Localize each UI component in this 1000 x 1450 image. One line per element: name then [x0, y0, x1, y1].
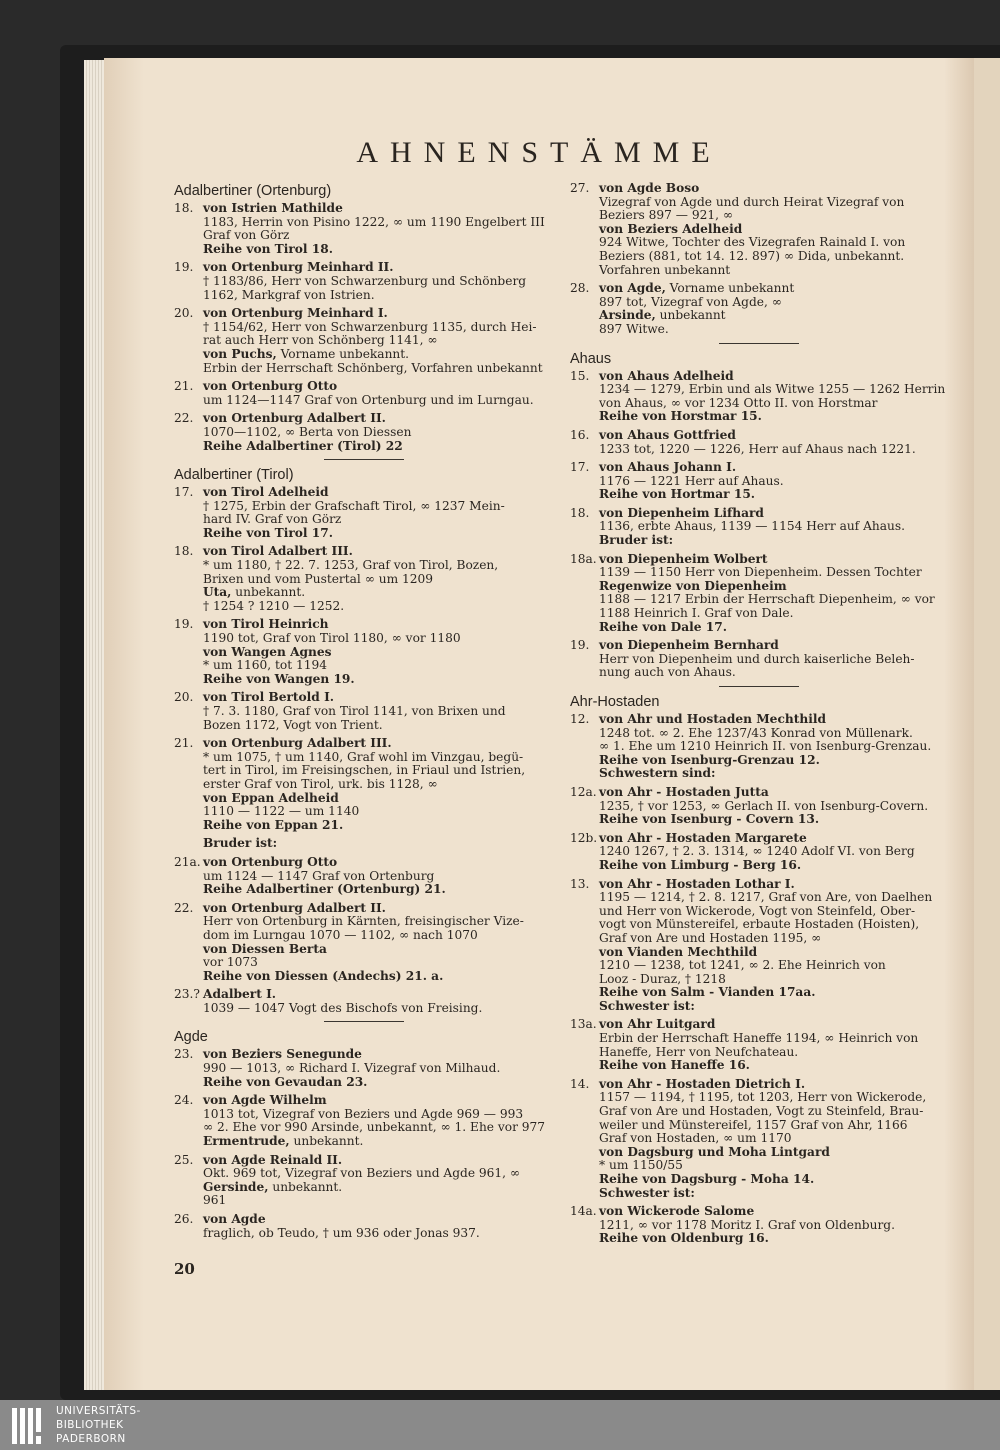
entry-heading: Reihe von Gevaudan 23. [203, 1074, 368, 1089]
entry-heading: von Ahr - Hostaden Margarete [599, 830, 807, 845]
entry-text: 1110 — 1122 — um 1140 [203, 804, 360, 819]
entry-number: 27. [570, 181, 590, 195]
genealogy-entry [174, 1213, 554, 1240]
entry-text: * um 1075, † um 1140, Graf wohl im Vinzgau, begü- [203, 749, 524, 764]
section-title: Adalbertiner (Ortenburg) [174, 183, 332, 199]
genealogy-entry [174, 1154, 554, 1208]
section-title: Ahaus [570, 350, 612, 367]
genealogy-entry [174, 380, 554, 407]
entry-text: von Agde, Vorname unbekannt [599, 281, 795, 296]
entry-heading: von Ahr - Hostaden Lothar I. [599, 876, 795, 891]
entry-heading: Reihe von Oldenburg 16. [599, 1231, 769, 1246]
entry-text: * um 1150/55 [599, 1158, 683, 1173]
entry-text: 897 tot, Vizegraf von Agde, ∞ [599, 294, 782, 309]
entry-text: Ermentrude, unbekannt. [203, 1134, 364, 1149]
entry-number: 21. [174, 736, 194, 751]
entry-number: 12b. [570, 830, 598, 845]
section-divider [324, 459, 404, 460]
genealogy-entry [570, 1018, 948, 1072]
entry-heading: von Diepenheim Bernhard [599, 638, 779, 653]
entry-number: 18. [570, 505, 590, 520]
entry-text: † 1275, Erbin der Grafschaft Tirol, ∞ 1237 Mein- [203, 498, 505, 513]
entry-heading: von Tirol Adelheid [203, 485, 329, 500]
entry-heading: Schwester ist: [599, 998, 695, 1013]
genealogy-entry [570, 553, 948, 635]
entry-text: ∞ 1. Ehe um 1210 Heinrich II. von Isenburg-Grenzau. [599, 739, 932, 754]
entry-number: 14. [570, 1076, 590, 1091]
entry-number: 25. [174, 1152, 194, 1167]
entry-text: 1190 tot, Graf von Tirol 1180, ∞ vor 1180 [203, 631, 461, 646]
entry-text: 1210 — 1238, tot 1241, ∞ 2. Ehe Heinrich von [599, 958, 886, 973]
entry-text: 924 Witwe, Tochter des Vizegrafen Rainald I. von [599, 235, 906, 250]
entry-text: Uta, unbekannt. [203, 585, 306, 600]
genealogy-entry [174, 691, 554, 732]
entry-text: erster Graf von Tirol, urk. bis 1128, ∞ [203, 776, 438, 791]
genealogy-entry [174, 856, 554, 897]
entry-name: Uta, [203, 585, 232, 600]
entry-text: † 1254 ? 1210 — 1252. [203, 598, 345, 613]
entry-text: 961 [203, 1193, 227, 1208]
genealogy-entry [570, 507, 948, 548]
entry-text: 1234 — 1279, Erbin und als Witwe 1255 — 1262 Herrin [599, 382, 946, 397]
entry-text: Gersinde, unbekannt. [203, 1179, 343, 1194]
entry-number: 22. [174, 411, 194, 426]
genealogy-entry [174, 202, 554, 256]
entry-text: Graf von Are und Hostaden 1195, ∞ [599, 930, 822, 945]
entry-number: 14a. [570, 1204, 597, 1219]
genealogy-entry [570, 713, 948, 781]
entry-text: † 7. 3. 1180, Graf von Tirol 1141, von Brixen und [203, 704, 506, 718]
entry-text: vor 1073 [203, 955, 258, 970]
entry-number: 20. [174, 306, 194, 321]
entry-text: 1240 1267, † 2. 3. 1314, ∞ 1240 Adolf VI. von Berg [599, 844, 915, 859]
entry-number: 15. [570, 368, 590, 383]
entry-text: 897 Witwe. [599, 321, 669, 336]
genealogy-entry [174, 1048, 554, 1089]
entry-heading: von Ahr und Hostaden Mechthild [599, 712, 826, 726]
entry-text: 1162, Markgraf von Istrien. [203, 287, 375, 302]
section-divider [719, 686, 799, 687]
entry-number: 13. [570, 876, 590, 891]
entry-number: 24. [174, 1093, 194, 1108]
entry-heading: Schwester ist: [599, 1185, 695, 1200]
entry-heading: von Eppan Adelheid [203, 790, 339, 805]
entry-heading: von Agde [203, 1212, 266, 1226]
entry-text: 1235, † vor 1253, ∞ Gerlach II. von Isenburg-Covern. [599, 798, 929, 813]
entry-heading: von Diepenheim Lifhard [599, 505, 764, 520]
library-name [56, 1404, 141, 1446]
section-title: Adalbertiner (Tirol) [174, 467, 294, 484]
entry-text: Looz - Duraz, † 1218 [599, 971, 726, 986]
entry-text: Beziers 897 — 921, ∞ [599, 208, 734, 223]
entry-text: tert in Tirol, im Freisingschen, in Friaul und Istrien, [203, 763, 526, 778]
entry-text: * um 1160, tot 1194 [203, 658, 328, 673]
entry-text: hard IV. Graf von Görz [203, 512, 342, 527]
entry-number: 19. [174, 260, 194, 275]
entry-text: 1139 — 1150 Herr von Diepenheim. Dessen Tochter [599, 565, 922, 580]
entry-heading: Reihe von Tirol 18. [203, 241, 334, 256]
entry-text: fraglich, ob Teudo, † um 936 oder Jonas 937. [203, 1225, 480, 1240]
entry-text: † 1154/62, Herr von Schwarzenburg 1135, durch Hei- [203, 319, 537, 334]
entry-name: Arsinde, [599, 308, 656, 323]
entry-heading: von Agde Reinald II. [203, 1152, 343, 1167]
entry-text: Herr von Ortenburg in Kärnten, freisingischer Vize- [203, 914, 524, 929]
genealogy-entry [174, 988, 554, 1015]
entry-number: 20. [174, 690, 194, 705]
entry-text: 1188 Heinrich I. Graf von Dale. [599, 606, 794, 621]
left-column [174, 182, 554, 1245]
right-column [570, 182, 948, 1251]
entry-heading: von Tirol Heinrich [203, 617, 329, 632]
library-name-line: PADERBORN [56, 1433, 126, 1445]
entry-heading: von Istrien Mathilde [203, 201, 343, 215]
entry-heading: von Diessen Berta [203, 941, 327, 956]
entry-text: † 1183/86, Herr von Schwarzenburg und Schönberg [203, 273, 527, 288]
sibling-note: Bruder ist: [203, 836, 278, 851]
entry-number: 21a. [174, 854, 201, 869]
entry-heading: von Ahr - Hostaden Jutta [599, 784, 769, 799]
entry-heading: Reihe von Tirol 17. [203, 525, 334, 540]
entry-heading: von Ortenburg Otto [203, 854, 338, 869]
entry-text: Vorfahren unbekannt [599, 262, 731, 277]
genealogy-entry [174, 618, 554, 686]
entry-heading: von Beziers Adelheid [599, 221, 743, 236]
genealogy-entry [570, 282, 948, 336]
entry-text: Bozen 1172, Vogt von Trient. [203, 717, 383, 732]
entry-text: 1070—1102, ∞ Berta von Diessen [203, 424, 412, 439]
entry-heading: von Ortenburg Adalbert III. [203, 736, 392, 751]
entry-number: 19. [570, 638, 590, 653]
entry-text: Graf von Görz [203, 228, 290, 243]
book-page [104, 58, 974, 1390]
entry-number: 23.? [174, 987, 200, 1002]
entry-text: von Puchs, Vorname unbekannt. [203, 346, 410, 361]
entry-text: Graf von Hostaden, ∞ um 1170 [599, 1131, 792, 1146]
entry-number: 18. [174, 544, 194, 559]
entry-number: 16. [570, 427, 590, 442]
entry-text: Okt. 969 tot, Vizegraf von Beziers und Agde 961, ∞ [203, 1166, 521, 1181]
entry-heading: von Diepenheim Wolbert [599, 551, 768, 566]
entry-text: um 1124—1147 Graf von Ortenburg und im Lurngau. [203, 392, 534, 407]
entry-heading: von Vianden Mechthild [599, 944, 758, 959]
entry-heading: von Ahaus Gottfried [599, 427, 736, 442]
entry-heading: Reihe von Eppan 21. [203, 817, 344, 832]
entry-heading: von Tirol Bertold I. [203, 690, 335, 705]
section-title: Ahr-Hostaden [570, 694, 660, 710]
entry-text: Erbin der Herrschaft Haneffe 1194, ∞ Heinrich von [599, 1031, 919, 1046]
entry-heading: von Ortenburg Adalbert II. [203, 900, 386, 915]
entry-heading: von Ahaus Adelheid [599, 368, 734, 383]
entry-text: 1039 — 1047 Vogt des Bischofs von Freising. [203, 1000, 483, 1015]
entry-heading: von Wickerode Salome [599, 1204, 755, 1219]
entry-number: 28. [570, 281, 590, 296]
entry-heading: Reihe von Haneffe 16. [599, 1058, 750, 1073]
entry-name: Ermentrude, [203, 1134, 290, 1149]
genealogy-entry [174, 1094, 554, 1148]
section-divider [324, 1021, 404, 1022]
entry-text: Herr von Diepenheim und durch kaiserliche Beleh- [599, 651, 915, 666]
library-name-line: BIBLIOTHEK [56, 1419, 124, 1431]
entry-heading: von Ortenburg Adalbert II. [203, 411, 386, 426]
entry-heading: Reihe von Isenburg - Covern 13. [599, 812, 820, 827]
genealogy-entry [570, 429, 948, 456]
entry-text: 990 — 1013, ∞ Richard I. Vizegraf von Milhaud. [203, 1061, 501, 1076]
genealogy-entry [174, 486, 554, 540]
genealogy-entry [570, 832, 948, 873]
entry-heading: von Ahr - Hostaden Dietrich I. [599, 1076, 806, 1091]
entry-text: Graf von Are und Hostaden, Vogt zu Steinfeld, Brau- [599, 1104, 924, 1119]
genealogy-entry [570, 786, 948, 827]
genealogy-entry [174, 307, 554, 375]
section-title: Agde [174, 1029, 208, 1046]
entry-number: 23. [174, 1047, 194, 1062]
entry-heading: von Ahaus Johann I. [599, 460, 737, 475]
entry-text: nung auch von Ahaus. [599, 665, 736, 680]
genealogy-entry [570, 878, 948, 1014]
entry-heading: von Ortenburg Otto [203, 379, 338, 394]
entry-text: dom im Lurngau 1070 — 1102, ∞ nach 1070 [203, 927, 478, 942]
entry-heading: von Dagsburg und Moha Lintgard [599, 1144, 830, 1159]
entry-heading: Reihe Adalbertiner (Tirol) 22 [203, 438, 403, 453]
genealogy-entry [570, 461, 948, 502]
entry-text: rat auch Herr von Schönberg 1141, ∞ [203, 333, 438, 348]
genealogy-entry [570, 182, 948, 277]
entry-number: 12a. [570, 784, 597, 799]
entry-heading: Reihe von Horstmar 15. [599, 409, 762, 424]
genealogy-entry [570, 639, 948, 680]
entry-heading: Reihe von Limburg - Berg 16. [599, 857, 802, 872]
entry-text: weiler und Münstereifel, 1157 Graf von Ahr, 1166 [599, 1117, 908, 1132]
entry-number: 17. [570, 460, 590, 475]
entry-text: * um 1180, † 22. 7. 1253, Graf von Tirol, Bozen, [203, 558, 499, 573]
entry-heading: Reihe von Dale 17. [599, 619, 727, 634]
entry-heading: von Ortenburg Meinhard II. [203, 260, 394, 275]
entry-text: Erbin der Herrschaft Schönberg, Vorfahren unbekannt [203, 360, 543, 375]
entry-text: Haneffe, Herr von Neufchateau. [599, 1044, 799, 1059]
entry-heading: von Ortenburg Meinhard I. [203, 306, 388, 321]
page-edges [84, 60, 106, 1390]
entry-heading: von Beziers Senegunde [203, 1047, 362, 1062]
entry-text: 1157 — 1194, † 1195, tot 1203, Herr von Wickerode, [599, 1090, 927, 1105]
genealogy-entry [174, 261, 554, 302]
entry-text: 1013 tot, Vizegraf von Beziers und Agde 969 — 993 [203, 1106, 524, 1121]
entry-heading: von Agde Boso [599, 181, 700, 195]
entry-heading: Reihe von Wangen 19. [203, 671, 355, 686]
entry-heading: von Wangen Agnes [203, 644, 332, 659]
entry-text: 1195 — 1214, † 2. 8. 1217, Graf von Are, von Daelhen [599, 890, 933, 905]
entry-text: 1211, ∞ vor 1178 Moritz I. Graf von Oldenburg. [599, 1217, 895, 1232]
library-footer [0, 1400, 1000, 1450]
entry-heading: Reihe von Isenburg-Grenzau 12. [599, 752, 820, 767]
entry-name: Gersinde, [203, 1179, 269, 1194]
genealogy-entry [174, 737, 554, 832]
entry-heading: Reihe von Salm - Vianden 17aa. [599, 985, 816, 1000]
genealogy-entry [174, 545, 554, 613]
entry-text: 1136, erbte Ahaus, 1139 — 1154 Herr auf Ahaus. [599, 519, 905, 534]
page-number: 20 [174, 1260, 195, 1278]
entry-text: und Herr von Wickerode, Vogt von Steinfeld, Ober- [599, 903, 916, 918]
entry-text: von Ahaus, ∞ vor 1234 Otto II. von Horstmar [599, 395, 878, 410]
entry-text: um 1124 — 1147 Graf von Ortenburg [203, 868, 435, 883]
entry-heading: Reihe von Diessen (Andechs) 21. a. [203, 968, 444, 983]
entry-text: Arsinde, unbekannt [599, 308, 726, 323]
entry-number: 22. [174, 900, 194, 915]
entry-heading: von Tirol Adalbert III. [203, 544, 353, 559]
entry-number: 19. [174, 617, 194, 632]
entry-number: 13a. [570, 1017, 597, 1032]
entry-text: Beziers (881, tot 14. 12. 897) ∞ Dida, unbekannt. [599, 248, 905, 263]
entry-text: vogt von Münstereifel, erbaute Hostaden (Hoisten), [599, 917, 920, 932]
genealogy-entry [174, 412, 554, 453]
entry-heading: Adalbert I. [203, 987, 277, 1002]
entry-text: ∞ 2. Ehe vor 990 Arsinde, unbekannt, ∞ 1. Ehe vor 977 [203, 1120, 546, 1135]
entry-text: 1188 — 1217 Erbin der Herrschaft Diepenheim, ∞ vor [599, 592, 935, 607]
entry-heading: Regenwize von Diepenheim [599, 578, 787, 593]
entry-heading: Reihe von Dagsburg - Moha 14. [599, 1172, 815, 1186]
entry-text: 1183, Herrin von Pisino 1222, ∞ um 1190 Engelbert III [203, 214, 545, 229]
entry-heading: Reihe Adalbertiner (Ortenburg) 21. [203, 882, 446, 897]
entry-name: von Agde, [599, 281, 666, 296]
entry-number: 18a. [570, 551, 597, 566]
entry-heading: von Agde Wilhelm [203, 1093, 327, 1108]
entry-text: Vizegraf von Agde und durch Heirat Vizegraf von [599, 194, 905, 209]
genealogy-entry [570, 1205, 948, 1246]
entry-number: 12. [570, 712, 590, 726]
library-logo-icon [10, 1406, 50, 1446]
facing-page-edge [974, 58, 1000, 1390]
entry-heading: Reihe von Hortmar 15. [599, 487, 756, 502]
entry-text: 1176 — 1221 Herr auf Ahaus. [599, 473, 784, 488]
entry-number: 26. [174, 1212, 194, 1226]
entry-number: 21. [174, 379, 194, 394]
entry-number: 17. [174, 485, 194, 500]
entry-text: 1248 tot. ∞ 2. Ehe 1237/43 Konrad von Müllenark. [599, 725, 913, 740]
genealogy-entry [570, 1078, 948, 1200]
library-name-line: UNIVERSITÄTS- [56, 1405, 141, 1417]
entry-name: von Puchs, [203, 346, 277, 361]
entry-heading: von Ahr Luitgard [599, 1017, 716, 1032]
genealogy-entry [570, 370, 948, 424]
entry-text: 1233 tot, 1220 — 1226, Herr auf Ahaus nach 1221. [599, 441, 916, 456]
entry-number: 18. [174, 201, 194, 215]
page-title: AHNENSTÄMME [356, 136, 722, 169]
genealogy-entry [174, 902, 554, 984]
section-divider [719, 343, 799, 344]
entry-text: Brixen und vom Pustertal ∞ um 1209 [203, 571, 434, 586]
entry-heading: Schwestern sind: [599, 766, 716, 781]
entry-heading: Bruder ist: [599, 533, 674, 548]
